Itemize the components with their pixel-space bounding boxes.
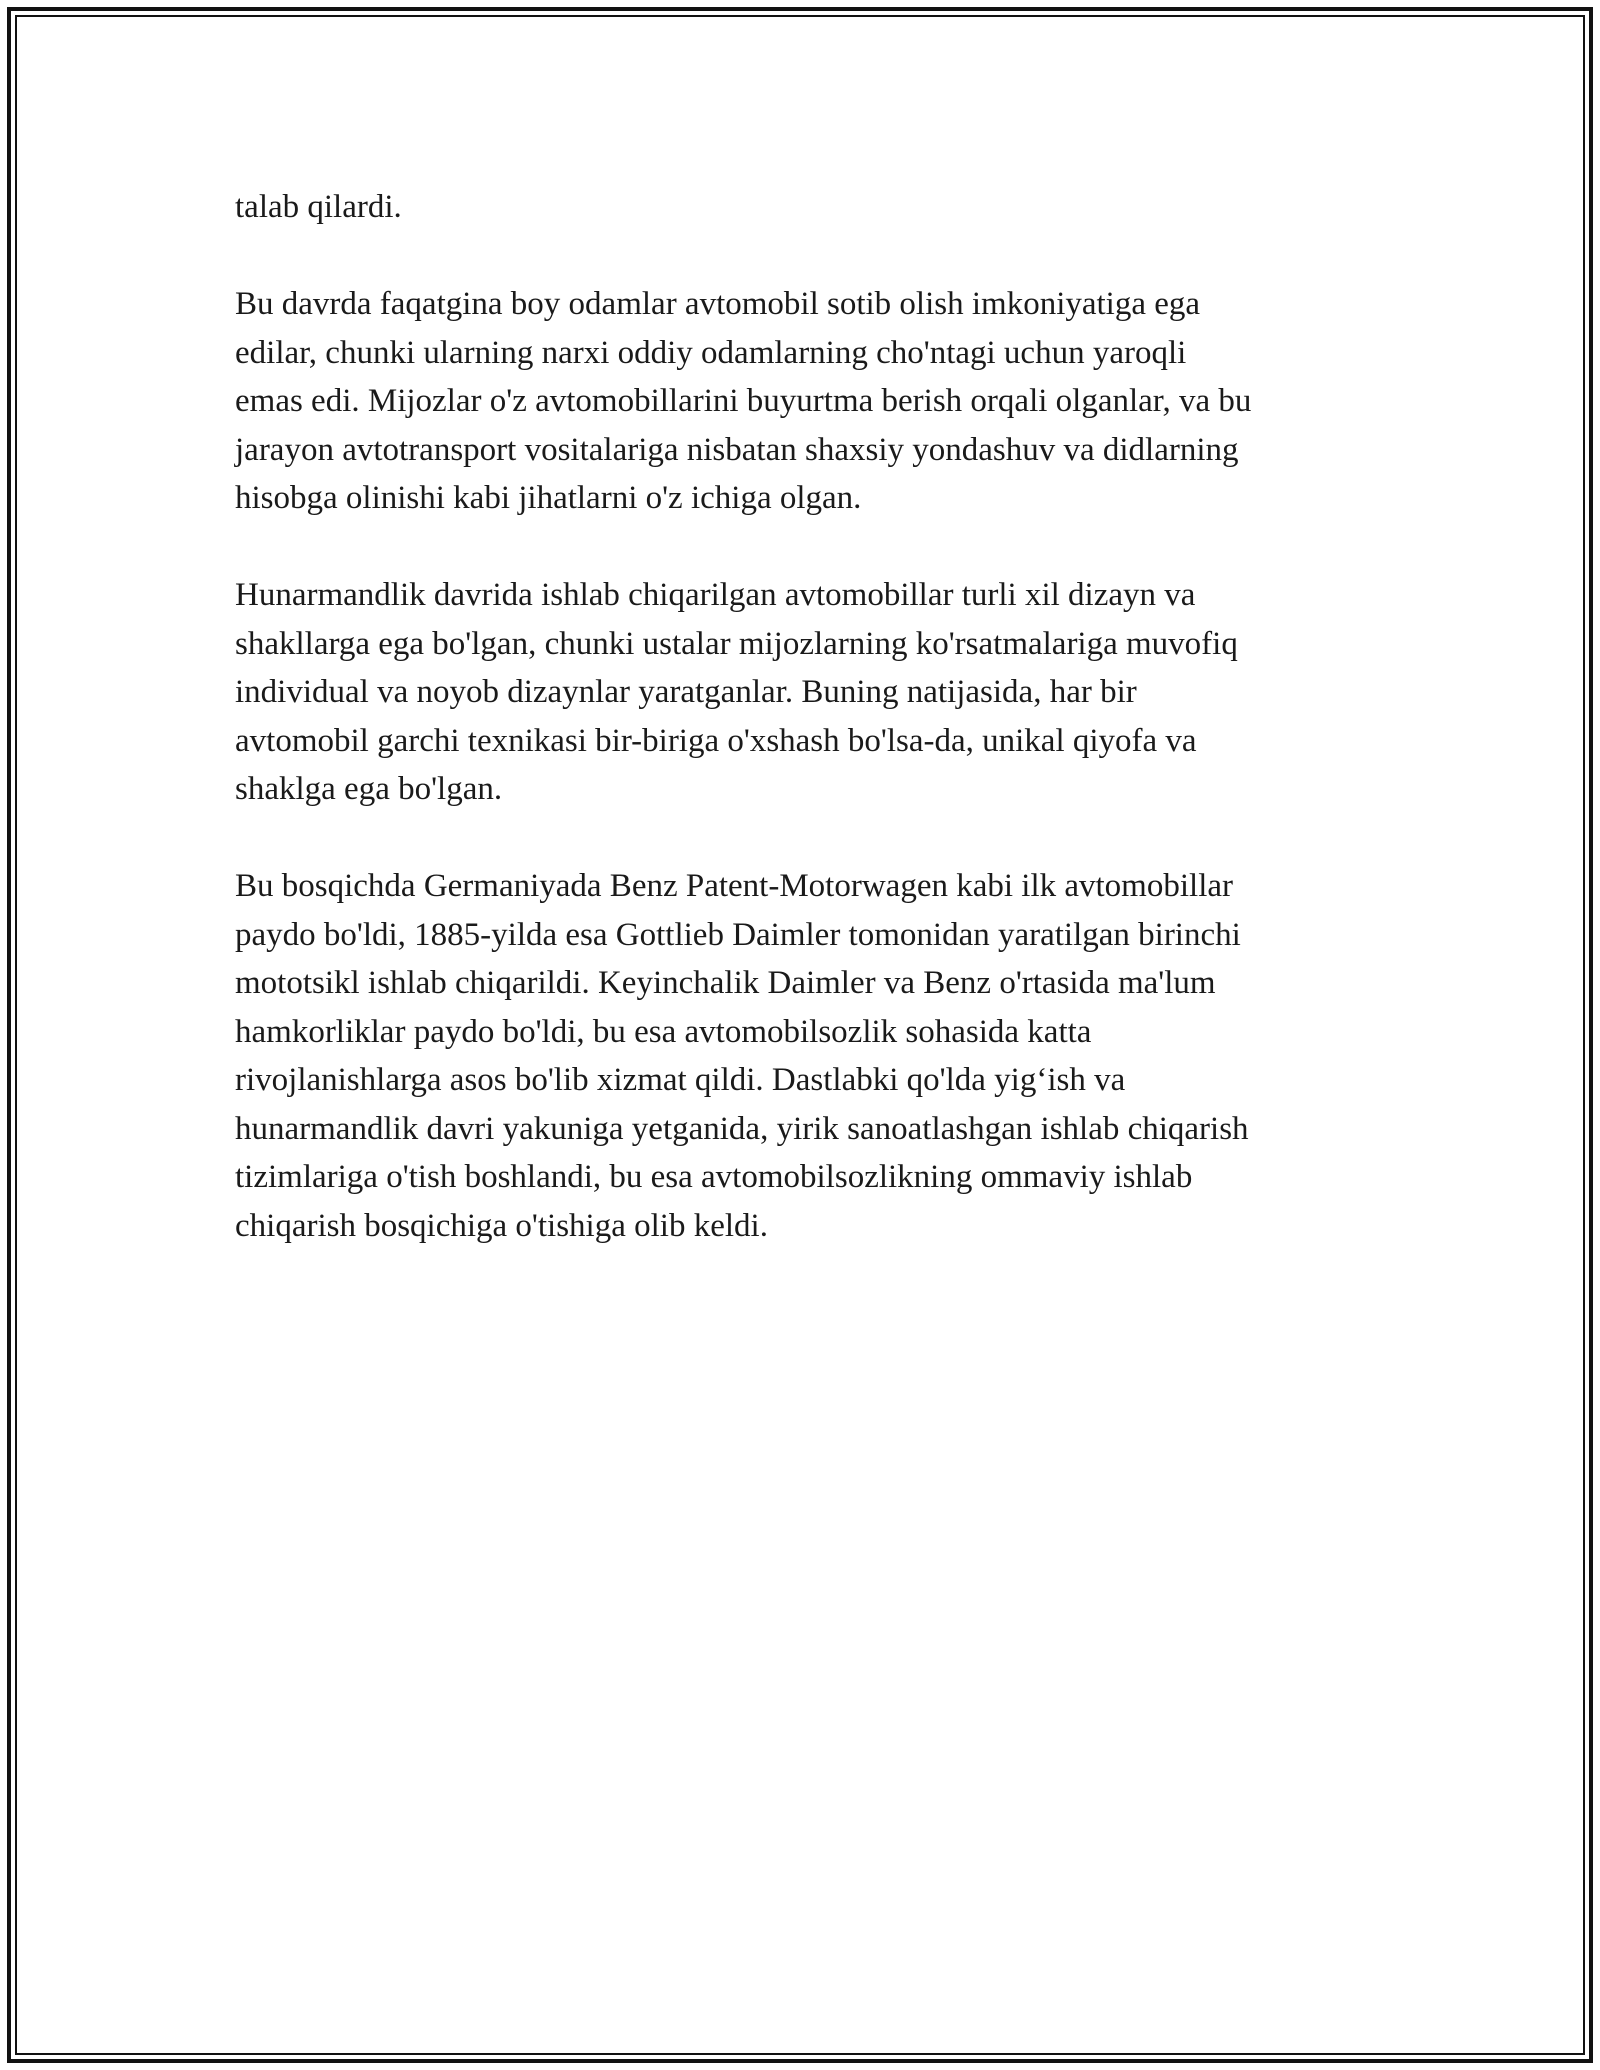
text-line: chiqarish bosqichiga o'tishiga olib keldi. (235, 1207, 768, 1244)
text-line: edilar, chunki ularning narxi oddiy odamlarning cho'ntagi uchun yaroqli (235, 334, 1187, 371)
text-line: individual va noyob dizaynlar yaratganlar. Buning natijasida, har bir (235, 674, 1137, 710)
text-line: shaklga ega bo'lgan. (235, 771, 503, 807)
text-line: avtomobil garchi texnikasi bir-biriga o'xshash bo'lsa-da, unikal qiyofa va (235, 722, 1197, 759)
text-line: hisobga olinishi kabi jihatlarni o'z ichiga olgan. (235, 480, 862, 516)
document-body (235, 183, 1385, 1299)
text-line: hunarmandlik davri yakuniga yetganida, yirik sanoatlashgan ishlab chiqarish (235, 1110, 1249, 1147)
paragraph-4 (235, 862, 1385, 1250)
text-line: Bu davrda faqatgina boy odamlar avtomobil sotib olish imkoniyatiga ega (235, 286, 1201, 322)
text-line: tizimlariga o'tish boshlandi, bu esa avtomobilsozlikning ommaviy ishlab (235, 1159, 1193, 1195)
text-line: shakllarga ega bo'lgan, chunki ustalar mijozlarning ko'rsatmalariga muvofiq (235, 625, 1238, 662)
text-line: Bu bosqichda Germaniyada Benz Patent-Motorwagen kabi ilk avtomobillar (235, 868, 1233, 904)
paragraph-1 (235, 183, 1385, 232)
text-line: mototsikl ishlab chiqarildi. Keyinchalik Daimler va Benz o'rtasida ma'lum (235, 965, 1216, 1001)
paragraph-3 (235, 571, 1385, 814)
text-line: jarayon avtotransport vositalariga nisbatan shaxsiy yondashuv va didlarning (235, 431, 1239, 468)
text-line: paydo bo'ldi, 1885-yilda esa Gottlieb Daimler tomonidan yaratilgan birinchi (235, 916, 1241, 953)
text-line: hamkorliklar paydo bo'ldi, bu esa avtomobilsozlik sohasida katta (235, 1013, 1092, 1050)
text-line: emas edi. Mijozlar o'z avtomobillarini buyurtma berish orqali olganlar, va bu (235, 383, 1252, 419)
text-line: rivojlanishlarga asos bo'lib xizmat qildi. Dastlabki qo'lda yig‘ish va (235, 1062, 1126, 1098)
text-line: Hunarmandlik davrida ishlab chiqarilgan avtomobillar turli xil dizayn va (235, 577, 1196, 613)
paragraph-2 (235, 280, 1385, 523)
text-line: talab qilardi. (235, 189, 402, 225)
